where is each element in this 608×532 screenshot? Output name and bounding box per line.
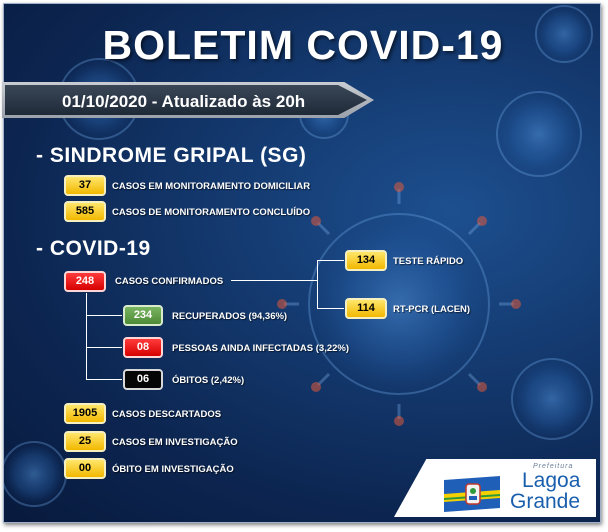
- infected-connector: [86, 347, 122, 348]
- deaths-value: 06: [123, 369, 163, 390]
- logo-prefix: Prefeitura: [533, 463, 574, 470]
- discarded-cases-label: CASOS DESCARTADOS: [112, 409, 222, 420]
- deaths-connector: [86, 379, 122, 380]
- rapid-test-connector: [317, 260, 344, 261]
- covid-heading: - COVID-19: [36, 237, 151, 260]
- discarded-cases-value: 1905: [64, 403, 106, 424]
- sg-home-monitoring-label: CASOS EM MONITORAMENTO DOMICILIAR: [112, 181, 311, 192]
- sg-monitoring-completed-value: 585: [64, 201, 106, 222]
- bulletin-title: BOLETIM COVID-19: [102, 22, 504, 68]
- update-date: 01/10/2020 - Atualizado às 20h: [62, 92, 306, 111]
- rapid-test-label: TESTE RÁPIDO: [393, 256, 464, 267]
- logo-city-line1: Lagoa: [522, 469, 581, 492]
- death-investigation-value: 00: [64, 458, 106, 479]
- rtpcr-value: 114: [345, 298, 387, 319]
- municipal-flag-icon: [440, 474, 504, 514]
- rtpcr-connector: [317, 308, 344, 309]
- sg-heading: - SINDROME GRIPAL (SG): [36, 144, 307, 167]
- outcomes-connector-vertical: [86, 293, 87, 380]
- recovered-connector: [86, 315, 122, 316]
- confirmed-connector: [231, 280, 317, 281]
- recovered-value: 234: [123, 305, 163, 326]
- recovered-label: RECUPERADOS (94,36%): [172, 311, 288, 322]
- rtpcr-label: RT-PCR (LACEN): [393, 304, 471, 315]
- sg-monitoring-completed-label: CASOS DE MONITORAMENTO CONCLUÍDO: [112, 207, 311, 218]
- sg-home-monitoring-value: 37: [64, 175, 106, 196]
- rapid-test-value: 134: [345, 250, 387, 271]
- death-investigation-label: ÓBITO EM INVESTIGAÇÃO: [112, 464, 234, 475]
- investigation-cases-value: 25: [64, 431, 106, 452]
- still-infected-label: PESSOAS AINDA INFECTADAS (3,22%): [172, 343, 350, 354]
- confirmed-cases-value: 248: [64, 271, 106, 292]
- investigation-cases-label: CASOS EM INVESTIGAÇÃO: [112, 437, 238, 448]
- tests-connector-vertical: [317, 260, 318, 309]
- still-infected-value: 08: [123, 337, 163, 358]
- confirmed-cases-label: CASOS CONFIRMADOS: [115, 276, 224, 287]
- deaths-label: ÓBITOS (2,42%): [172, 375, 245, 386]
- logo-city-line2: Grande: [510, 490, 581, 513]
